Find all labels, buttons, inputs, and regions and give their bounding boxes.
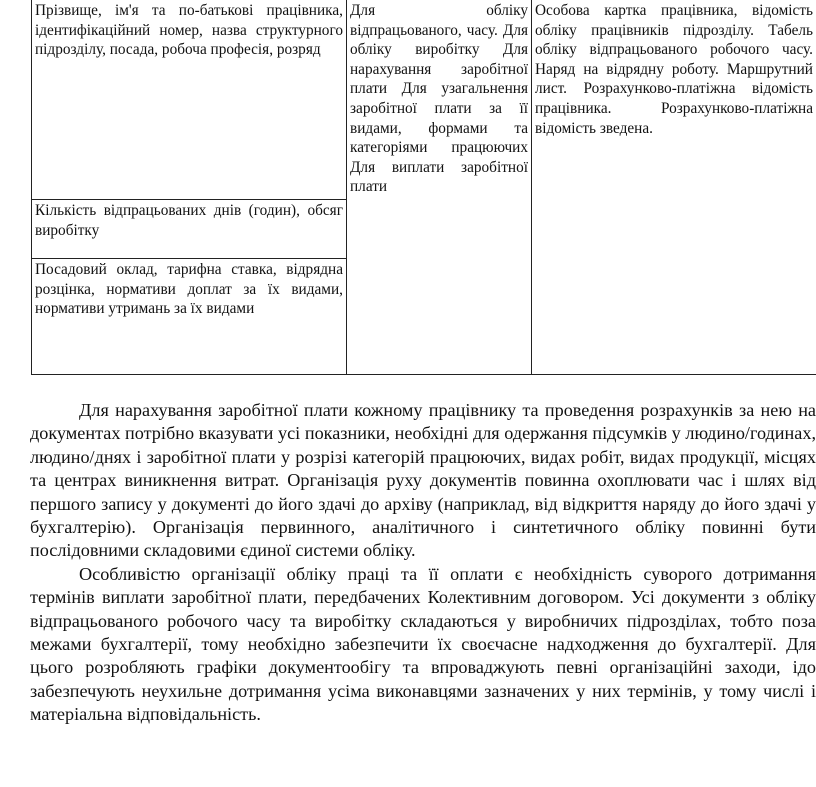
table-cell-days-worked: Кількість відпрацьованих днів (годин), обсяг виробітку [32, 200, 347, 259]
accounting-table [31, 0, 816, 375]
table-cell-documents: Особова картка працівника, відомість обліку працівників підрозділу. Табель обліку відпрацьованого робочого часу. Наряд на відрядну роботу. Маршрутний лист. Розрахунково-платіжна відомість працівника. Розрахунково-платіжна відомість зведена. [532, 0, 816, 375]
table-row [32, 0, 816, 200]
table-cell-purpose: Для обліку відпрацьованого, часу. Для обліку виробітку Для нарахування заробітної плати Для узагальнення заробітної плати за її видами, формами та категоріями працюючих Для виплати заробітної плати [347, 0, 532, 375]
table-cell-employee-details: Прізвище, ім'я та по-батькові працівника, ідентифікаційний номер, назва структурного підрозділу, посада, робоча професія, розряд [32, 0, 347, 200]
table-cell-salary-rates: Посадовий оклад, тарифна ставка, відрядна розцінка, нормативи доплат за їх видами, нормативи утримань за їх видами [32, 259, 347, 375]
body-text [30, 399, 816, 727]
paragraph-2: Особливістю організації обліку праці та її оплати є необхідність суворого дотримання термінів виплати заробітної плати, передбачених Колективним договором. Усі документи з обліку відпрацьованого робочого часу та виробітку складаються у виробничих підрозділах, тобто поза межами бухгалтерії, тому необхідно забезпечити їх своєчасне надходження до бухгалтерії. Для цього розробляють графіки документообігу та впроваджують певні організаційні заходи, ідо забезпечують неухильне дотримання усіма виконавцями зазначених у них термінів, у тому числі і матеріальна відповідальність. [30, 563, 816, 725]
paragraph-1: Для нарахування заробітної плати кожному працівнику та проведення розрахунків за нею на документах потрібно вказувати усі показники, необхідні для одержання підсумків у людино/годинах, людино/днях і заробітної плати у розрізі категорій працюючих, видах робіт, видах продукції, місцях та центрах виникнення витрат. Організація руху документів повинна охоплювати час і шлях від першого запису у документі до його здачі до архіву (наприклад, від відкриття наряду до його здачі у бухгалтерію). Організація первинного, аналітичного і синтетичного обліку повинні бути послідовними складовими єдиної системи обліку. [30, 400, 816, 561]
